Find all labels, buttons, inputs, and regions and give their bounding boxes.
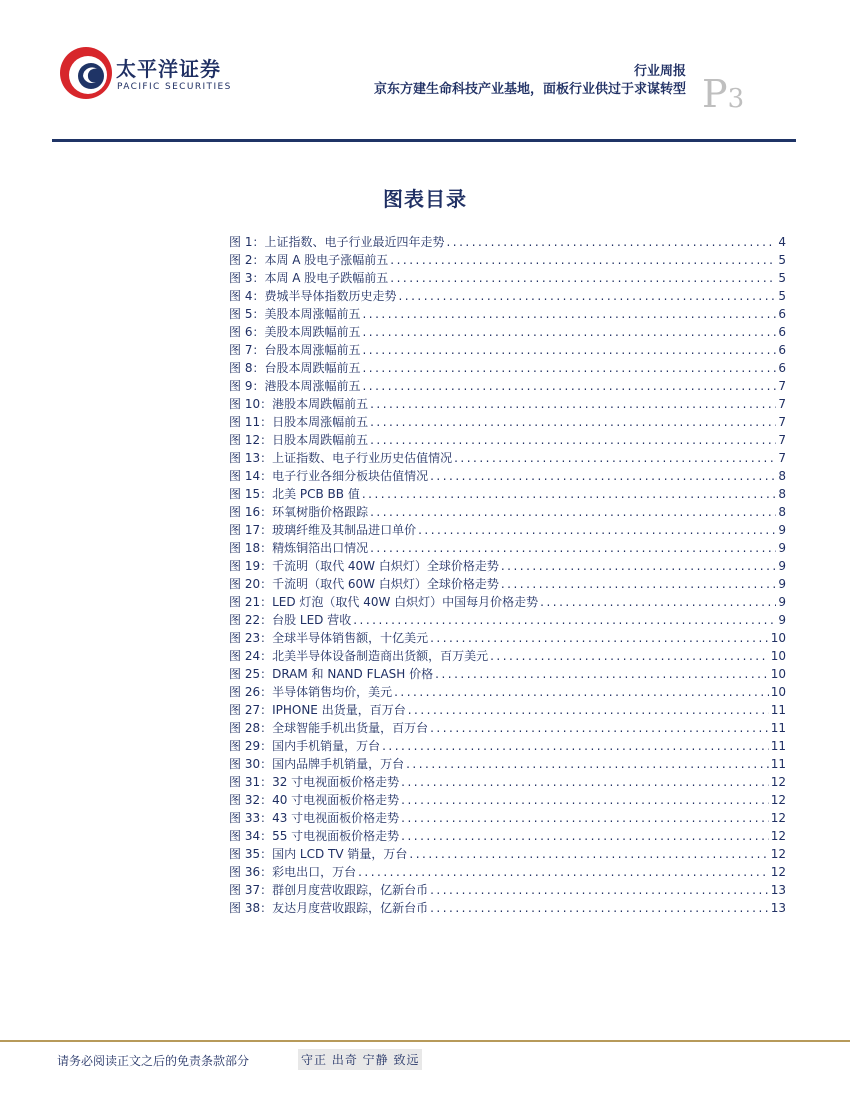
toc-entry-label: 图 30：国内品牌手机销量，万台	[229, 757, 405, 771]
toc-entry-page: 12	[770, 793, 786, 807]
toc-entry[interactable]	[229, 719, 786, 737]
toc-dot-leader	[394, 683, 769, 701]
toc-dot-leader	[418, 521, 776, 539]
toc-entry-label: 图 24：北美半导体设备制造商出货额，百万美元	[229, 649, 489, 663]
document-title: 京东方建生命科技产业基地，面板行业供过于求谋转型	[373, 82, 686, 97]
toc-entry-label: 图 3：本周 A 股电子跌幅前五	[229, 271, 389, 285]
toc-entry-page: 5	[778, 253, 786, 267]
toc-entry-page: 7	[778, 397, 786, 411]
toc-entry-page: 9	[778, 559, 786, 573]
toc-dot-leader	[406, 755, 769, 773]
toc-entry-page: 7	[778, 379, 786, 393]
toc-entry-page: 12	[770, 775, 786, 789]
toc-entry[interactable]	[229, 467, 786, 485]
toc-entry[interactable]	[229, 503, 786, 521]
footer-divider	[0, 1040, 850, 1042]
toc-entry-label: 图 17：玻璃纤维及其制品进口单价	[229, 523, 417, 537]
toc-entry-page: 11	[770, 757, 786, 771]
toc-entry-page: 8	[778, 487, 786, 501]
toc-dot-leader	[370, 395, 776, 413]
toc-entry[interactable]	[229, 575, 786, 593]
logo-chinese-name: 太平洋证券	[116, 57, 221, 81]
logo-emblem-icon	[58, 45, 114, 101]
toc-entry-label: 图 4：费城半导体指数历史走势	[229, 289, 397, 303]
toc-entry[interactable]	[229, 557, 786, 575]
toc-entry-page: 13	[770, 901, 786, 915]
toc-entry-page: 6	[778, 325, 786, 339]
toc-entry-label: 图 6：美股本周跌幅前五	[229, 325, 361, 339]
toc-entry[interactable]	[229, 287, 786, 305]
toc-entry-page: 12	[770, 811, 786, 825]
toc-entry[interactable]	[229, 773, 786, 791]
toc-entry-page: 12	[770, 847, 786, 861]
toc-entry[interactable]	[229, 359, 786, 377]
company-logo	[58, 45, 238, 105]
toc-entry-page: 6	[778, 307, 786, 321]
toc-entry-page: 5	[778, 271, 786, 285]
document-type: 行业周报	[633, 64, 686, 79]
toc-entry[interactable]	[229, 377, 786, 395]
toc-entry-page: 4	[778, 235, 786, 249]
toc-entry-label: 图 13：上证指数、电子行业历史估值情况	[229, 451, 453, 465]
toc-entry-page: 7	[778, 433, 786, 447]
toc-entry-page: 11	[770, 721, 786, 735]
toc-dot-leader	[390, 251, 776, 269]
toc-entry[interactable]	[229, 755, 786, 773]
toc-dot-leader	[362, 341, 776, 359]
toc-dot-leader	[446, 233, 776, 251]
toc-entry-page: 6	[778, 361, 786, 375]
toc-entry-label: 图 9：港股本周涨幅前五	[229, 379, 361, 393]
toc-dot-leader	[398, 287, 776, 305]
toc-entry-page: 10	[770, 685, 786, 699]
toc-entry[interactable]	[229, 485, 786, 503]
toc-dot-leader	[430, 629, 769, 647]
toc-entry-label: 图 25：DRAM 和 NAND FLASH 价格	[229, 667, 434, 681]
toc-entry-label: 图 31：32 寸电视面板价格走势	[229, 775, 400, 789]
toc-entry[interactable]	[229, 269, 786, 287]
toc-entry-page: 8	[778, 505, 786, 519]
toc-dot-leader	[401, 773, 769, 791]
toc-entry-label: 图 26：半导体销售均价，美元	[229, 685, 393, 699]
toc-entry-label: 图 28：全球智能手机出货量，百万台	[229, 721, 429, 735]
footer-disclaimer: 请务必阅读正文之后的免责条款部分	[57, 1054, 250, 1068]
toc-entry-label: 图 35：国内 LCD TV 销量，万台	[229, 847, 408, 861]
toc-entry[interactable]	[229, 881, 786, 899]
toc-entry-label: 图 23：全球半导体销售额，十亿美元	[229, 631, 429, 645]
toc-entry-page: 9	[778, 595, 786, 609]
toc-entry-page: 6	[778, 343, 786, 357]
toc-dot-leader	[430, 881, 769, 899]
toc-entry-page: 7	[778, 415, 786, 429]
toc-entry[interactable]	[229, 665, 786, 683]
toc-entry[interactable]	[229, 431, 786, 449]
toc-dot-leader	[370, 539, 776, 557]
toc-entry[interactable]	[229, 323, 786, 341]
toc-dot-leader	[362, 305, 776, 323]
toc-entry-label: 图 22：台股 LED 营收	[229, 613, 352, 627]
toc-entry[interactable]	[229, 395, 786, 413]
toc-entry-page: 12	[770, 865, 786, 879]
toc-entry-label: 图 8：台股本周跌幅前五	[229, 361, 361, 375]
toc-entry-label: 图 1：上证指数、电子行业最近四年走势	[229, 235, 445, 249]
toc-dot-leader	[390, 269, 776, 287]
toc-entry-label: 图 34：55 寸电视面板价格走势	[229, 829, 400, 843]
toc-dot-leader	[401, 827, 769, 845]
toc-entry-label: 图 27：IPHONE 出货量，百万台	[229, 703, 406, 717]
toc-entry[interactable]	[229, 701, 786, 719]
toc-entry-label: 图 29：国内手机销量，万台	[229, 739, 381, 753]
toc-entry-label: 图 15：北美 PCB BB 值	[229, 487, 360, 501]
toc-dot-leader	[409, 845, 768, 863]
toc-entry[interactable]	[229, 305, 786, 323]
toc-entry[interactable]	[229, 233, 786, 251]
toc-entry[interactable]	[229, 611, 786, 629]
toc-entry-label: 图 10：港股本周跌幅前五	[229, 397, 369, 411]
toc-entry-label: 图 14：电子行业各细分板块估值情况	[229, 469, 429, 483]
toc-entry-page: 9	[778, 577, 786, 591]
table-of-figures	[229, 233, 786, 917]
toc-entry[interactable]	[229, 539, 786, 557]
toc-entry[interactable]	[229, 809, 786, 827]
toc-dot-leader	[370, 413, 776, 431]
toc-entry-label: 图 36：彩电出口，万台	[229, 865, 357, 879]
toc-entry-label: 图 2：本周 A 股电子涨幅前五	[229, 253, 389, 267]
footer-motto: 守正 出奇 宁静 致远	[298, 1049, 422, 1070]
toc-entry-page: 9	[778, 523, 786, 537]
toc-entry-page: 11	[770, 703, 786, 717]
page-header	[0, 0, 850, 145]
toc-entry-label: 图 11：日股本周涨幅前五	[229, 415, 369, 429]
toc-entry-page: 10	[770, 631, 786, 645]
toc-dot-leader	[430, 719, 769, 737]
toc-dot-leader	[490, 647, 769, 665]
toc-entry-label: 图 12：日股本周跌幅前五	[229, 433, 369, 447]
toc-entry-label: 图 21：LED 灯泡（取代 40W 白炽灯）中国每月价格走势	[229, 595, 539, 609]
toc-entry[interactable]	[229, 845, 786, 863]
toc-entry-label: 图 33：43 寸电视面板价格走势	[229, 811, 400, 825]
logo-english-name: PACIFIC SECURITIES	[117, 82, 232, 92]
toc-entry[interactable]	[229, 899, 786, 917]
toc-dot-leader	[362, 377, 776, 395]
toc-entry[interactable]	[229, 341, 786, 359]
toc-entry-label: 图 19：千流明（取代 40W 白炽灯）全球价格走势	[229, 559, 499, 573]
toc-entry-page: 7	[778, 451, 786, 465]
toc-dot-leader	[408, 701, 769, 719]
toc-entry[interactable]	[229, 593, 786, 611]
toc-dot-leader	[362, 485, 777, 503]
toc-dot-leader	[454, 449, 776, 467]
toc-dot-leader	[370, 431, 776, 449]
toc-dot-leader	[401, 809, 769, 827]
toc-entry[interactable]	[229, 647, 786, 665]
toc-dot-leader	[540, 593, 776, 611]
toc-dot-leader	[430, 467, 776, 485]
toc-dot-leader	[501, 575, 777, 593]
toc-dot-leader	[382, 737, 769, 755]
toc-entry[interactable]	[229, 683, 786, 701]
toc-dot-leader	[362, 323, 776, 341]
toc-entry-page: 5	[778, 289, 786, 303]
page-letter: P	[702, 72, 728, 116]
header-divider	[52, 139, 796, 142]
toc-dot-leader	[430, 899, 769, 917]
toc-entry[interactable]	[229, 863, 786, 881]
toc-dot-leader	[353, 611, 776, 629]
toc-dot-leader	[401, 791, 769, 809]
toc-entry[interactable]	[229, 629, 786, 647]
toc-dot-leader	[362, 359, 776, 377]
toc-entry-page: 8	[778, 469, 786, 483]
toc-dot-leader	[501, 557, 777, 575]
page-number	[702, 72, 744, 116]
toc-title: 图表目录	[383, 187, 467, 211]
toc-entry-label: 图 18：精炼铜箔出口情况	[229, 541, 369, 555]
toc-entry-page: 10	[770, 667, 786, 681]
toc-dot-leader	[358, 863, 769, 881]
toc-entry[interactable]	[229, 827, 786, 845]
toc-entry-label: 图 37：群创月度营收跟踪，亿新台币	[229, 883, 429, 897]
toc-entry-page: 9	[778, 541, 786, 555]
toc-entry[interactable]	[229, 449, 786, 467]
toc-entry[interactable]	[229, 521, 786, 539]
page-digit: 3	[727, 84, 745, 114]
toc-entry[interactable]	[229, 251, 786, 269]
toc-entry[interactable]	[229, 791, 786, 809]
toc-entry-label: 图 16：环氧树脂价格跟踪	[229, 505, 369, 519]
toc-entry-label: 图 5：美股本周涨幅前五	[229, 307, 361, 321]
toc-dot-leader	[370, 503, 776, 521]
toc-entry-label: 图 32：40 寸电视面板价格走势	[229, 793, 400, 807]
toc-dot-leader	[435, 665, 769, 683]
toc-entry-page: 11	[770, 739, 786, 753]
toc-entry-label: 图 7：台股本周涨幅前五	[229, 343, 361, 357]
toc-entry-label: 图 38：友达月度营收跟踪，亿新台币	[229, 901, 429, 915]
toc-entry-page: 13	[770, 883, 786, 897]
toc-entry-page: 12	[770, 829, 786, 843]
toc-entry[interactable]	[229, 737, 786, 755]
toc-entry[interactable]	[229, 413, 786, 431]
toc-entry-page: 10	[770, 649, 786, 663]
toc-entry-page: 9	[778, 613, 786, 627]
toc-entry-label: 图 20：千流明（取代 60W 白炽灯）全球价格走势	[229, 577, 499, 591]
